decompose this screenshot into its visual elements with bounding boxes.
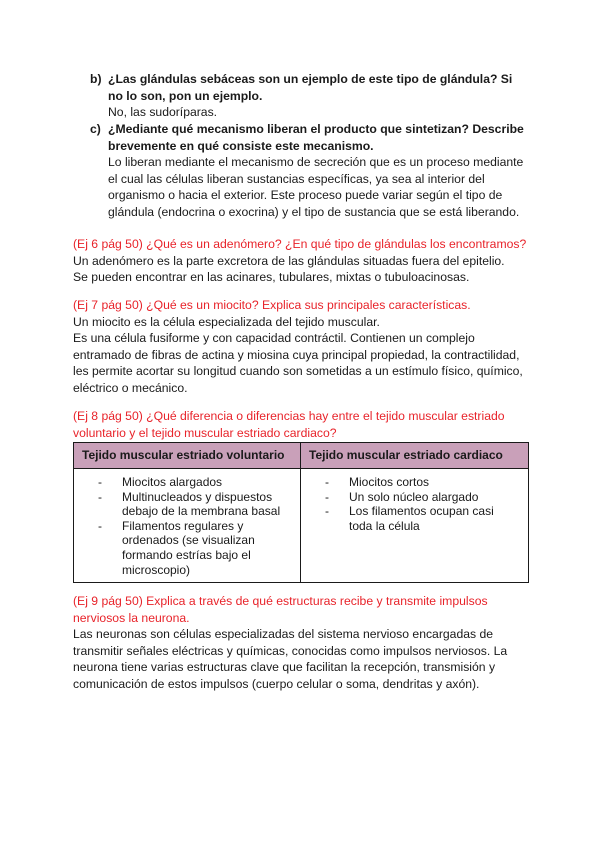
list-item: - Miocitos alargados bbox=[98, 475, 292, 490]
exercise-8-question: (Ej 8 pág 50) ¿Qué diferencia o diferencias hay entre el tejido muscular estriado voluntario y el tejido muscular estriado cardiaco? bbox=[73, 409, 505, 440]
table-cell-voluntary bbox=[74, 469, 301, 583]
question-b-text: ¿Las glándulas sebáceas son un ejemplo de este tipo de glándula? Si no lo son, pon un ejemplo. bbox=[108, 72, 513, 103]
table-header-voluntary: Tejido muscular estriado voluntario bbox=[74, 443, 301, 469]
exercise-6-answer-1: Un adenómero es la parte excretora de las glándulas situadas fuera del epitelio. bbox=[73, 253, 505, 268]
list-item: - Miocitos cortos bbox=[325, 475, 520, 490]
table-header-cardiac: Tejido muscular estriado cardiaco bbox=[301, 443, 529, 469]
list-item: - Los filamentos ocupan casi toda la célula bbox=[325, 504, 520, 533]
list-item: - Un solo núcleo alargado bbox=[325, 490, 520, 505]
question-c-letter: c) bbox=[90, 122, 101, 136]
exercise-8 bbox=[73, 408, 533, 441]
exercise-6 bbox=[73, 236, 533, 286]
exercise-7-answer-2: Es una célula fusiforme y con capacidad contráctil. Contienen un complejo entramado de fibras de actina y miosina cuya principal propiedad, la contractilidad, les permite acortar su longitud cuando son sometidas a un estímulo físico, químico, eléctrico o mecánico. bbox=[73, 331, 523, 395]
question-b-letter: b) bbox=[90, 72, 102, 86]
table-cell-cardiac bbox=[301, 469, 529, 583]
exercise-6-question: (Ej 6 pág 50) ¿Qué es un adenómero? ¿En qué tipo de glándulas los encontramos? bbox=[73, 237, 527, 251]
question-b bbox=[90, 71, 530, 121]
exercise-9-answer: Las neuronas son células especializadas del sistema nervioso encargadas de transmitir señales eléctricas y químicas, conocidas como impulsos nerviosos. La neurona tiene varias estructuras clave que facilitan la recepción, transmisión y comunicación de estos impulsos (cuerpo celular o soma, dendritas y axón). bbox=[73, 627, 508, 691]
exercise-7 bbox=[73, 297, 533, 397]
exercise-7-answer-1: Un miocito es la célula especializada del tejido muscular. bbox=[73, 314, 380, 329]
question-c-text: ¿Mediante qué mecanismo liberan el producto que sintetizan? Describe brevemente en qué consiste este mecanismo. bbox=[108, 122, 524, 153]
question-b-answer: No, las sudoríparas. bbox=[108, 105, 218, 120]
question-c bbox=[90, 121, 530, 221]
question-c-answer: Lo liberan mediante el mecanismo de secreción que es un proceso mediante el cual las células liberan sustancias específicas, ya sea al interior del organismo o hacia el exterior. Este proceso puede variar según el tipo de glándula (endocrina o exocrina) y el tipo de sustancia que se está liberando. bbox=[108, 155, 524, 219]
list-item: - Filamentos regulares y ordenados (se visualizan formando estrías bajo el microscopio) bbox=[98, 519, 292, 577]
list-item: - Multinucleados y dispuestos debajo de la membrana basal bbox=[98, 490, 292, 519]
exercise-7-question: (Ej 7 pág 50) ¿Qué es un miocito? Explica sus principales características. bbox=[73, 298, 471, 312]
exercise-9-question: (Ej 9 pág 50) Explica a través de qué estructuras recibe y transmite impulsos nerviosos la neurona. bbox=[73, 594, 488, 625]
exercise-9 bbox=[73, 593, 533, 693]
comparison-table bbox=[73, 442, 529, 583]
exercise-6-answer-2: Se pueden encontrar en las acinares, tubulares, mixtas o tubuloacinosas. bbox=[73, 270, 470, 285]
